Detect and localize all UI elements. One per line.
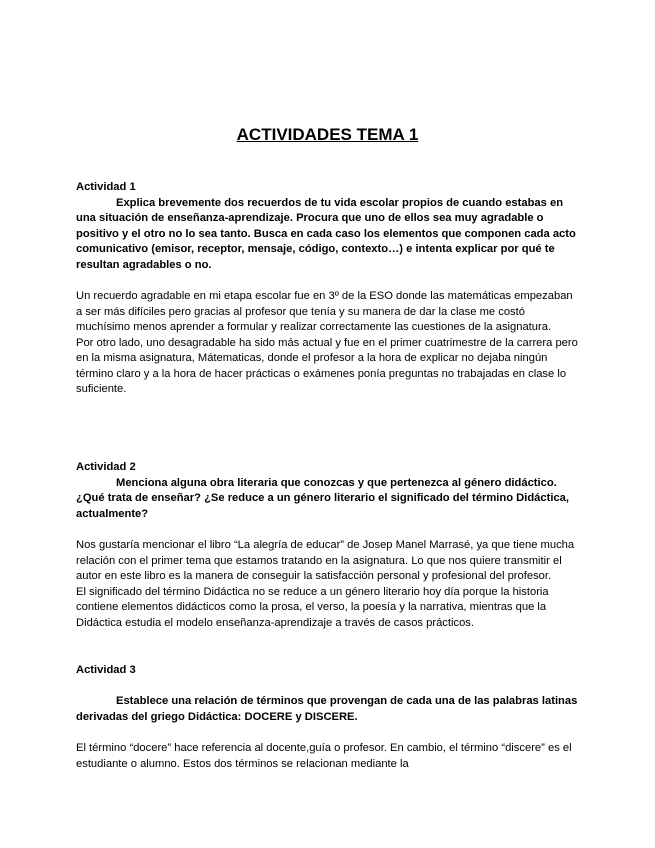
activity-3-answer — [76, 741, 578, 772]
activity-2-answer-paragraph: El significado del término Didáctica no se reduce a un género literario hoy día porque la historia contiene elementos didácticos como la prosa, el verso, la poesía y la narrativa, mientras que la Didáctica estudia el modelo enseñanza-aprendizaje a través de casos prácticos. — [76, 585, 549, 629]
activity-2-heading: Actividad 2 — [76, 461, 136, 473]
activity-3-question-block — [76, 694, 578, 725]
activity-2-answer — [76, 538, 578, 631]
activity-1-answer-paragraph: Por otro lado, uno desagradable ha sido más actual y fue en el primer cuatrimestre de la carrera pero en la misma asignatura, Mátematicas, donde el profesor a la hora de explicar no dejaba ningún término claro y a la hora de hacer prácticas o exámenes ponía preguntas no trabajadas en clase lo suficiente. — [76, 336, 578, 395]
activity-1-heading: Actividad 1 — [76, 181, 136, 193]
document-title: ACTIVIDADES TEMA 1 — [236, 125, 419, 144]
activity-1 — [76, 180, 578, 273]
activity-2-question: Menciona alguna obra literaria que conozcas y que pertenezca al género didáctico. ¿Qué trata de enseñar? ¿Se reduce a un género literario el significado del término Didáctica, actualmente? — [76, 476, 570, 520]
activity-3-answer-paragraph: El término “docere” hace referencia al docente,guía o profesor. En cambio, el término “discere” es el estudiante o alumno. Estos dos términos se relacionan mediante la — [76, 742, 572, 770]
activity-1-answer-paragraph: Un recuerdo agradable en mi etapa escolar fue en 3º de la ESO donde las matemáticas empezaban a ser más difíciles pero gracias al profesor que tenía y su manera de dar la clase me costó muchísimo menos aprender a formular y realizar correctamente las cuestiones de la asignatura. — [76, 290, 573, 333]
activity-3-question: Establece una relación de términos que provengan de cada una de las palabras latinas derivadas del griego Didáctica: DOCERE y DISCERE. — [76, 695, 578, 723]
activity-1-question: Explica brevemente dos recuerdos de tu vida escolar propios de cuando estabas en una situación de enseñanza-aprendizaje. Procura que uno de ellos sea muy agradable o positivo y el otro no lo sea tanto. Busca en cada caso los elementos que componen cada acto comunicativo (emisor, receptor, mensaje, código, contexto…) e intenta explicar por qué te resultan agradables o no. — [76, 196, 576, 271]
activity-3-heading: Actividad 3 — [76, 664, 136, 676]
activity-2 — [76, 460, 578, 522]
activity-3 — [76, 663, 578, 679]
activity-2-answer-paragraph: Nos gustaría mencionar el libro “La alegría de educar” de Josep Manel Marrasé, ya que tiene mucha relación con el primer tema que estamos tratando en la asignatura. Lo que nos quiere transmitir el autor en este libro es la manera de conseguir la satisfacción personal y profesional del profesor. — [76, 539, 575, 582]
activity-1-answer — [76, 289, 578, 398]
